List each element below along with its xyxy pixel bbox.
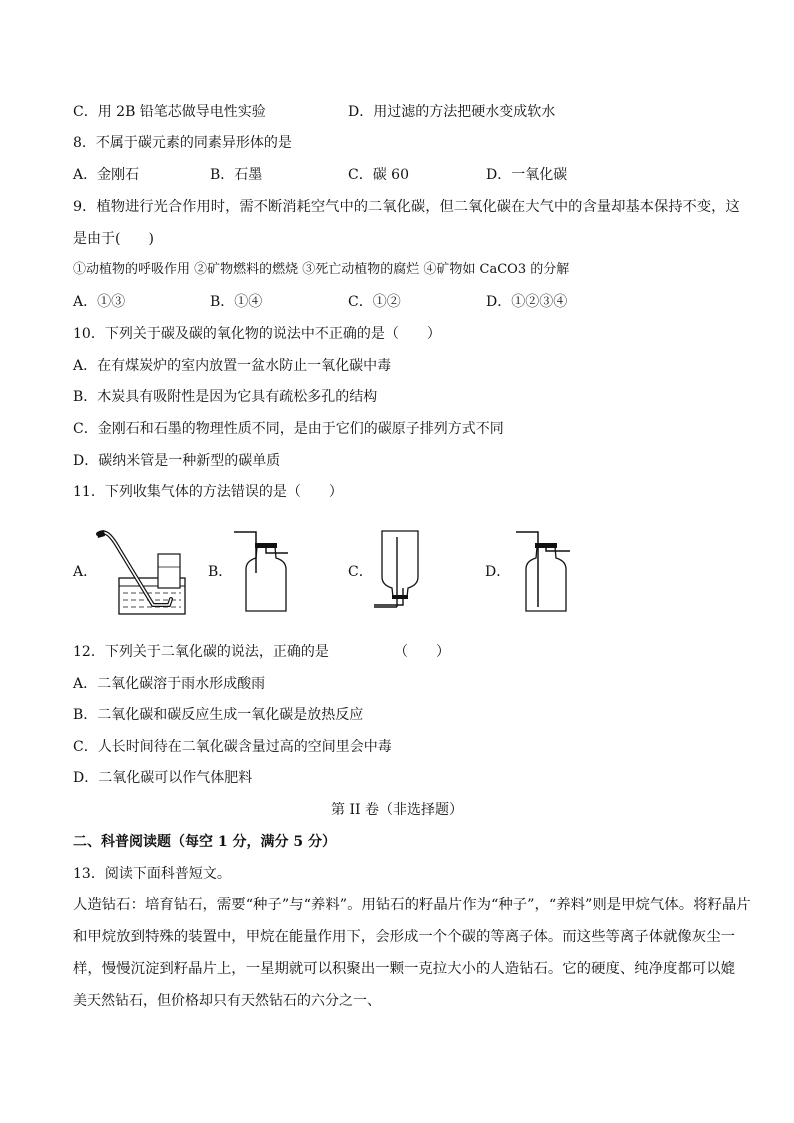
q9-option-b: B．①④ bbox=[210, 294, 263, 310]
q12-answer-paren: （ ） bbox=[394, 644, 450, 660]
q11-figure-d-bottle-long-tube bbox=[506, 527, 586, 617]
q12-option-c: C．人长时间待在二氧化碳含量过高的空间里会中毒 bbox=[73, 739, 392, 755]
q11-figure-a-water-displacement bbox=[95, 527, 190, 619]
passage-line-1: 人造钻石：培育钻石，需要“种子”与“养料”。用钻石的籽晶片作为“种子”，“养料”则是甲烷气体。将籽晶片 bbox=[73, 897, 751, 913]
q8-stem: 8．不属于碳元素的同素异形体的是 bbox=[73, 135, 292, 151]
q10-option-b: B．木炭具有吸附性是因为它具有疏松多孔的结构 bbox=[73, 389, 378, 405]
q10-option-d: D．碳纳米管是一种新型的碳单质 bbox=[73, 453, 281, 469]
q12-option-a: A．二氧化碳溶于雨水形成酸雨 bbox=[73, 676, 266, 692]
q8-option-c: C．碳 60 bbox=[348, 167, 409, 183]
q8-option-a: A．金刚石 bbox=[73, 167, 140, 183]
section-heading: 二、科普阅读题（每空 1 分，满分 5 分） bbox=[73, 834, 336, 850]
part2-title: 第 II 卷（非选择题） bbox=[331, 802, 463, 818]
q8-option-b: B．石墨 bbox=[210, 167, 263, 183]
q9-stem-line1: 9．植物进行光合作用时，需不断消耗空气中的二氧化碳，但二氧化碳在大气中的含量却基本保持不变，这 bbox=[73, 199, 740, 215]
q7-option-d: D．用过滤的方法把硬水变成软水 bbox=[348, 104, 556, 120]
q11-figure-c-inverted-bottle bbox=[370, 525, 440, 617]
q9-option-c: C．①② bbox=[348, 294, 401, 310]
q9-stem-line2: 是由于( ) bbox=[73, 231, 154, 247]
q11-stem: 11．下列收集气体的方法错误的是（ ） bbox=[73, 484, 343, 500]
passage-line-2: 和甲烷放到特殊的装置中，甲烷在能量作用下，会形成一个个碳的等离子体。而这些等离子体就像灰尘一 bbox=[73, 929, 735, 945]
q11-label-a: A． bbox=[73, 564, 98, 580]
q12-stem: 12．下列关于二氧化碳的说法，正确的是 bbox=[73, 644, 329, 660]
q11-label-d: D． bbox=[485, 564, 511, 580]
q9-option-d: D．①②③④ bbox=[486, 294, 568, 310]
q10-option-c: C．金刚石和石墨的物理性质不同，是由于它们的碳原子排列方式不同 bbox=[73, 421, 504, 437]
q12-option-b: B．二氧化碳和碳反应生成一氧化碳是放热反应 bbox=[73, 707, 364, 723]
q8-option-d: D．一氧化碳 bbox=[486, 167, 568, 183]
q11-label-c: C． bbox=[348, 564, 373, 580]
q9-option-a: A．①③ bbox=[73, 294, 126, 310]
q11-label-b: B． bbox=[208, 564, 233, 580]
q10-option-a: A．在有煤炭炉的室内放置一盆水防止一氧化碳中毒 bbox=[73, 358, 392, 374]
q12-option-d: D．二氧化碳可以作气体肥料 bbox=[73, 770, 253, 786]
q11-figure-b-bottle bbox=[226, 527, 306, 617]
q7-option-c: C．用 2B 铅笔芯做导电性实验 bbox=[73, 104, 266, 120]
passage-line-4: 美天然钻石，但价格却只有天然钻石的六分之一、 bbox=[73, 993, 381, 1009]
passage-line-3: 样，慢慢沉淀到籽晶片上，一星期就可以积聚出一颗一克拉大小的人造钻石。它的硬度、纯净度都可以媲 bbox=[73, 961, 735, 977]
q9-items: ①动植物的呼吸作用 ②矿物燃料的燃烧 ③死亡动植物的腐烂 ④矿物如 CaCO3 的分解 bbox=[73, 262, 570, 277]
q13-stem: 13．阅读下面科普短文。 bbox=[73, 866, 231, 882]
q10-stem: 10．下列关于碳及碳的氧化物的说法中不正确的是（ ） bbox=[73, 326, 441, 342]
